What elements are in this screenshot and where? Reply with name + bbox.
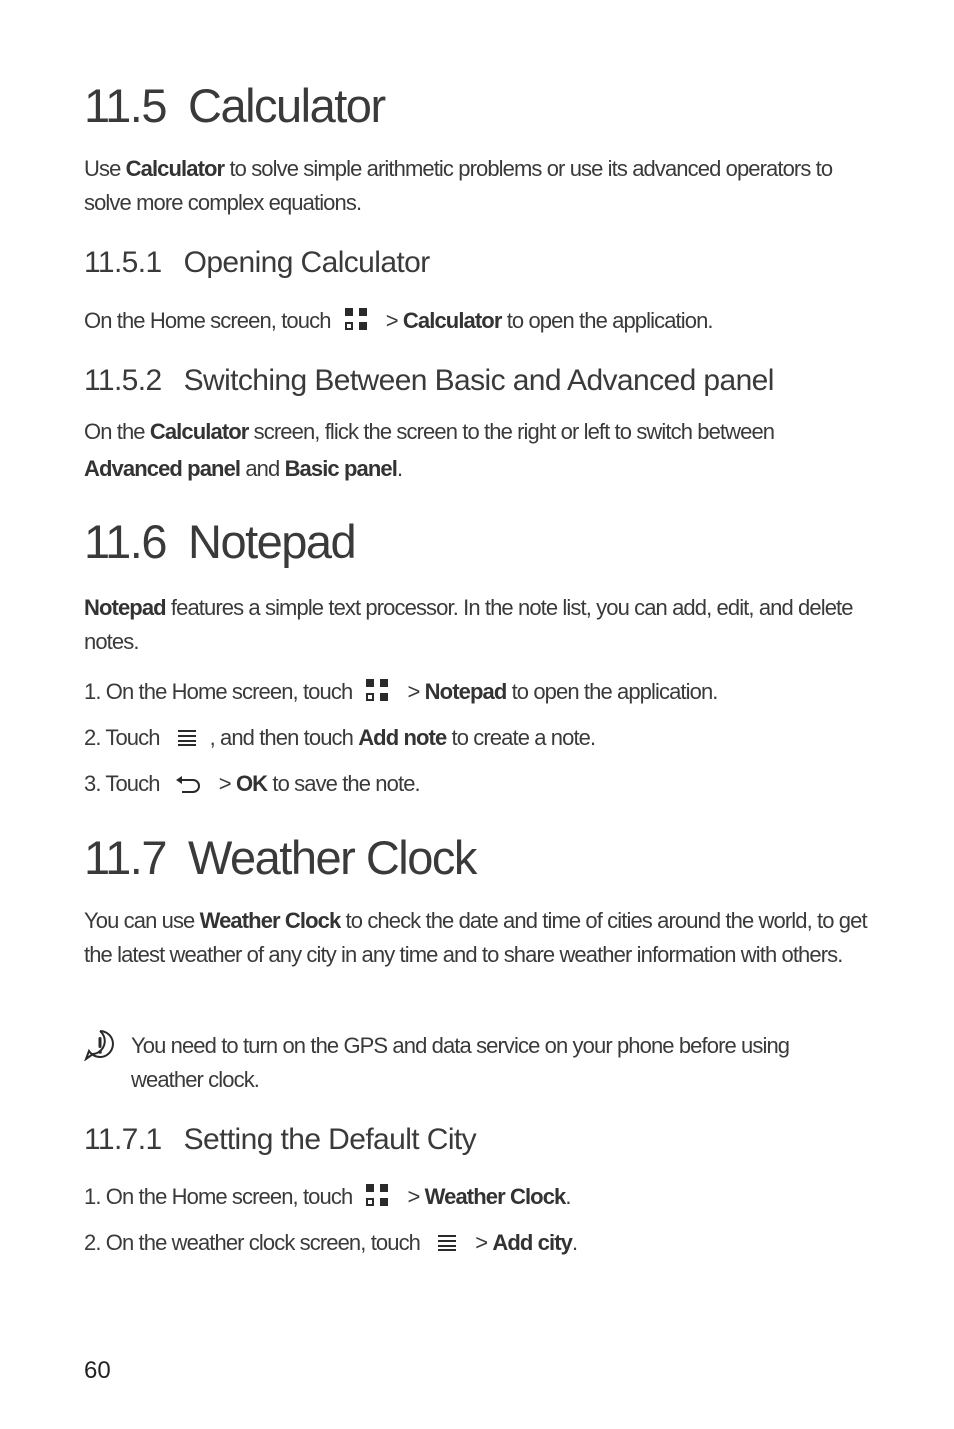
section-heading-calculator <box>84 79 385 132</box>
text: On the Home screen, touch <box>84 308 331 333</box>
default-city-step-1 <box>84 1182 571 1212</box>
text: to open the application. <box>501 308 713 333</box>
text: , and then touch <box>209 725 359 750</box>
menu-icon <box>438 1234 456 1250</box>
text: 3. Touch <box>84 771 160 796</box>
bold-term: Weather Clock <box>199 908 341 933</box>
menu-icon <box>178 729 196 745</box>
bold-term: OK <box>235 771 268 796</box>
text: Use <box>84 156 126 181</box>
bold-term: Notepad <box>424 679 507 704</box>
subsection-number: 11.5.2 <box>84 364 162 397</box>
subsection-heading-opening-calculator <box>84 248 430 278</box>
text: 2. On the weather clock screen, touch <box>84 1230 421 1255</box>
text: . <box>396 456 403 481</box>
text: to check the date and time of cities around the world, to get the latest weather of any city in any time and to share weather information with others. <box>84 908 867 967</box>
bold-term: Add city <box>492 1230 572 1255</box>
text: and <box>240 456 285 481</box>
text: > <box>213 771 236 796</box>
default-city-step-2 <box>84 1228 577 1258</box>
opening-calculator-instruction <box>84 306 713 336</box>
text: to open the application. <box>506 679 718 704</box>
subsection-title: Switching Between Basic and Advanced panel <box>183 364 774 397</box>
note-callout <box>84 1029 874 1101</box>
text: You can use <box>84 908 200 933</box>
section-heading-weather-clock <box>84 831 476 884</box>
bold-term: Calculator <box>149 419 249 444</box>
text: to save the note. <box>267 771 420 796</box>
section-number: 11.7 <box>84 831 166 884</box>
section-title: Weather Clock <box>188 831 476 884</box>
text: . <box>565 1184 571 1209</box>
text: 1. On the Home screen, touch <box>84 679 353 704</box>
text: 1. On the Home screen, touch <box>84 1184 353 1209</box>
text: > <box>380 308 403 333</box>
subsection-heading-default-city <box>84 1125 476 1155</box>
section-number: 11.5 <box>84 79 166 132</box>
text: On the <box>84 419 150 444</box>
text: screen, flick the screen to the right or left to switch between <box>248 419 775 444</box>
apps-grid-icon <box>366 1184 390 1208</box>
section-title: Calculator <box>188 79 385 132</box>
text: 2. Touch <box>84 725 160 750</box>
back-arrow-icon <box>174 773 202 793</box>
subsection-title: Opening Calculator <box>183 246 430 279</box>
bold-term: Calculator <box>402 308 502 333</box>
apps-grid-icon <box>345 308 369 332</box>
switching-panel-text <box>84 413 844 487</box>
text: > <box>470 1230 493 1255</box>
text: to create a note. <box>446 725 596 750</box>
bold-term: Advanced panel <box>84 456 241 481</box>
bold-term: Add note <box>358 725 447 750</box>
subsection-title: Setting the Default City <box>183 1123 477 1156</box>
text: to solve simple arithmetic problems or use its advanced operators to solve more complex equations. <box>84 156 833 215</box>
section-number: 11.6 <box>84 515 166 568</box>
bold-term: Notepad <box>84 595 166 620</box>
text: > <box>402 679 425 704</box>
page-number: 60 <box>84 1357 111 1384</box>
section-heading-notepad <box>84 515 356 568</box>
bold-term: Weather Clock <box>424 1184 566 1209</box>
bold-term: Calculator <box>125 156 225 181</box>
subsection-heading-switching-panel <box>84 366 774 396</box>
text: . <box>571 1230 578 1255</box>
notepad-step-2 <box>84 723 595 753</box>
note-text: You need to turn on the GPS and data service on your phone before using weather clock. <box>131 1033 790 1092</box>
notepad-step-3 <box>84 769 420 799</box>
section-title: Notepad <box>188 515 356 568</box>
subsection-number: 11.7.1 <box>84 1123 162 1156</box>
subsection-number: 11.5.1 <box>84 246 162 279</box>
notepad-step-1 <box>84 677 718 707</box>
text: > <box>402 1184 425 1209</box>
text: features a simple text processor. In the note list, you can add, edit, and delete notes. <box>84 595 853 654</box>
attention-icon <box>84 1029 116 1061</box>
notepad-intro <box>84 591 854 659</box>
apps-grid-icon <box>366 679 390 703</box>
bold-term: Basic panel <box>284 456 397 481</box>
weather-clock-intro <box>84 904 874 972</box>
calculator-intro <box>84 152 874 220</box>
manual-page <box>84 0 874 1429</box>
